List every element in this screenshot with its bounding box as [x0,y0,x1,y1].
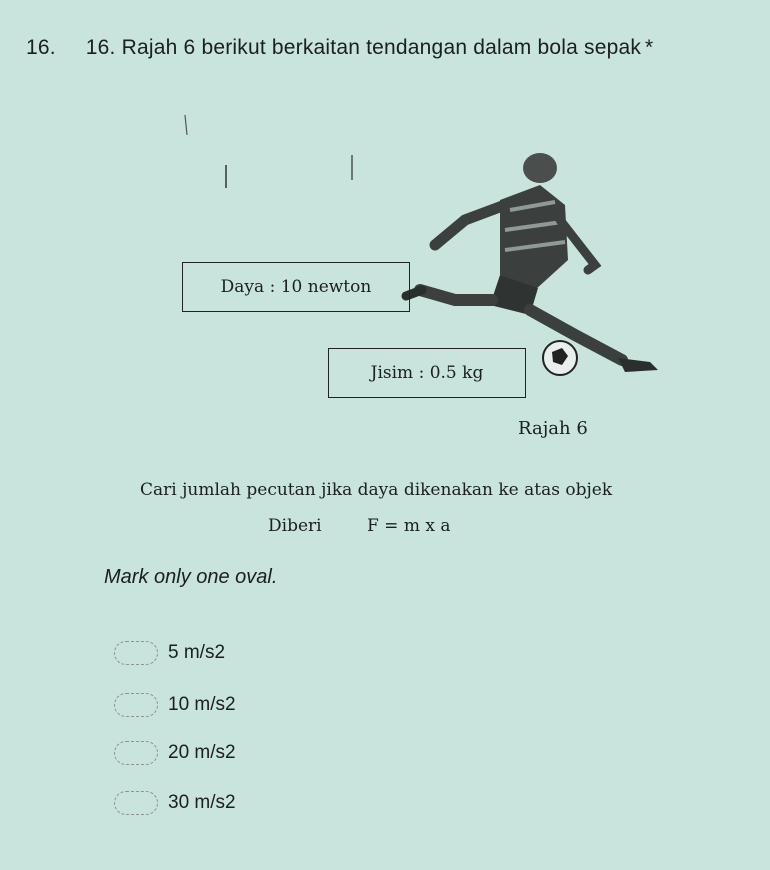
option-label: 5 m/s2 [168,642,226,663]
formula: F = m x a [366,516,451,536]
force-label-box [182,262,410,312]
radio-oval[interactable] [114,791,158,815]
option-5-ms2[interactable] [114,636,225,670]
option-20-ms2[interactable] [114,736,236,770]
figure-rajah-6 [170,110,690,460]
mass-label: Jisim : 0.5 kg [370,363,484,383]
given-row [268,516,450,536]
option-30-ms2[interactable] [114,786,236,820]
question-number: 16. [26,36,56,59]
option-10-ms2[interactable] [114,688,236,722]
mark-note: Mark only one oval. [104,566,278,588]
option-label: 20 m/s2 [168,742,236,763]
force-label: Daya : 10 newton [220,277,372,297]
radio-oval[interactable] [114,693,158,717]
required-marker: * [645,36,654,59]
given-label: Diberi [268,516,322,536]
radio-oval[interactable] [114,741,158,765]
option-label: 10 m/s2 [168,694,236,715]
question-title [26,36,653,60]
instruction-text: Cari jumlah pecutan jika daya dikenakan ke atas objek [140,480,613,500]
mass-label-box [328,348,526,398]
figure-caption: Rajah 6 [518,418,588,439]
option-label: 30 m/s2 [168,792,236,813]
question-text: 16. Rajah 6 berikut berkaitan tendangan dalam bola sepak [85,36,642,59]
radio-oval[interactable] [114,641,158,665]
